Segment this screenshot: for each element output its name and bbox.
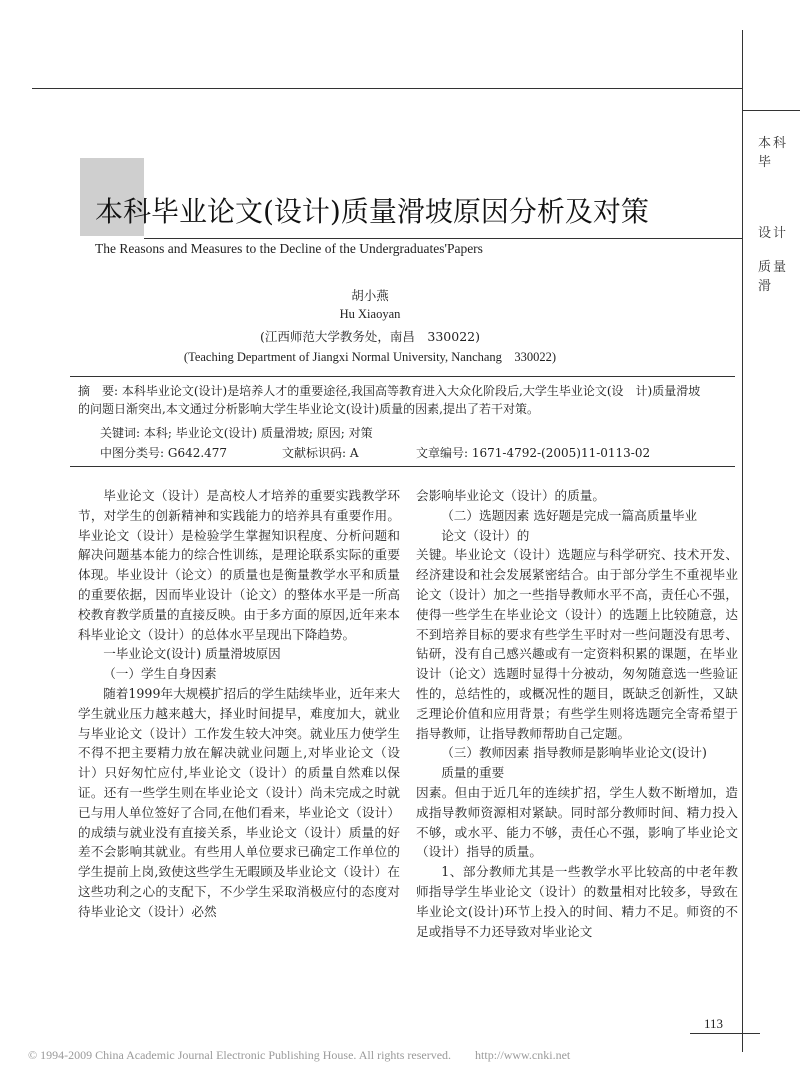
clc-number: 中图分类号: G642.477 <box>100 446 228 460</box>
paper-title: 本科毕业论文(设计)质量滑坡原因分析及对策 <box>95 195 649 228</box>
side-label-3: 质量滑 <box>758 260 789 294</box>
subsection-heading-student: （一）学生自身因素 <box>103 666 217 682</box>
author-cn: 胡小燕 <box>351 288 389 303</box>
intro-paragraph: 毕业论文（设计）是高校人才培养的重要实践教学环节，对学生的创新精神和实践能力的培养具有重要作用。毕业论文（设计）是检验学生掌握知识程度、分析问题和解决问题基本能力的综合性训练，是理论联系实际的重要体现。毕业设计（论文）的质量也是衡量教学水平和质量的重要依据，因而毕业设计（论文）的整体水平是一所高校教育教学质量的直接反映。由于多方面的原因,近年来本科毕业论文（设计）的总体水平呈现出下降趋势。 <box>78 488 400 642</box>
subsection-heading-teacher: （三）教师因素 指导教师是影响毕业论文(设计) <box>441 745 707 761</box>
article-number: 文章编号: 1671-4792-(2005)11-0113-02 <box>416 446 651 460</box>
author-en: Hu Xiaoyan <box>339 307 401 321</box>
affiliation-cn: (江西师范大学教务处，南昌 330022) <box>260 329 480 344</box>
section-heading-1: 一毕业论文(设计) 质量滑坡原因 <box>103 646 281 662</box>
keywords: 关键词: 本科; 毕业论文(设计) 质量滑坡; 原因; 对策 <box>100 426 373 440</box>
subsection-heading-teacher-cont: 质量的重要 <box>441 765 505 781</box>
abstract-line-2: 的问题日渐突出,本文通过分析影响大学生毕业论文(设计)质量的因素,提出了若干对策。 <box>78 402 539 416</box>
side-label-1: 本科毕 <box>758 136 789 170</box>
abstract-line-1: 摘 要: 本科毕业论文(设计)是培养人才的重要途径,我国高等教育进入大众化阶段后,大学生毕业论文(设 计)质量滑坡 <box>78 384 701 398</box>
right-column <box>416 486 738 941</box>
teacher-factor-paragraph: 因素。但由于近几年的连续扩招，学生人数不断增加，造成指导教师资源相对紧缺。同时部分教师时间、精力投入不够，或水平、能力不够，责任心不强，影响了毕业论文（设计）指导的质量。 <box>416 784 738 860</box>
affiliation-en: (Teaching Department of Jiangxi Normal University, Nanchang 330022) <box>183 350 557 364</box>
top-rule <box>32 88 742 89</box>
teacher-point-1: 1、部分教师尤其是一些教学水平比较高的中老年教师指导学生毕业论文（设计）的数量相对比较多，导致在毕业论文(设计)环节上投入的时间、精力不足。师资的不足或指导不力还导致对毕业论文 <box>416 864 738 939</box>
title-underline <box>144 238 742 239</box>
abstract-bottom-rule <box>70 466 735 467</box>
subsection-heading-topic: （二）选题因素 选好题是完成一篇高质量毕业 <box>441 507 698 523</box>
paper-subtitle: The Reasons and Measures to the Decline of the Undergraduates'Papers <box>95 241 483 256</box>
student-factor-paragraph: 随着1999年大规模扩招后的学生陆续毕业，近年来大学生就业压力越来越大，择业时间提早，难度加大，就业与毕业论文（设计）工作发生较大冲突。就业压力使学生不得不把主要精力放在解决就业问题上,对毕业论文（设计）只好匆忙应付,毕业论文（设计）的质量自然难以保证。还有一些学生则在毕业论文（设计）尚未完成之时就已与用人单位签好了合同,在他们看来，毕业论文（设计）的成绩与就业没有直接关系，毕业论文（设计）质量的好差不会影响其就业。有些用人单位要求已确定工作单位的学生提前上岗,致使这些学生无暇顾及毕业论文（设计）在这些功利之心的支配下，不少学生采取消极应付的态度对待毕业论文（设计）必然 <box>78 685 400 919</box>
document-code: 文献标识码: A <box>282 446 359 460</box>
page-number-rule <box>690 1033 760 1034</box>
side-label-2: 设计 <box>758 226 789 241</box>
left-column <box>78 486 400 922</box>
copyright-footer: © 1994-2009 China Academic Journal Electronic Publishing House. All rights reserved. http://www.cnki.net <box>28 1048 571 1062</box>
topic-factor-paragraph: 关键。毕业论文（设计）选题应与科学研究、技术开发、经济建设和社会发展紧密结合。由于部分学生不重视毕业论文（设计）加之一些指导教师水平不高，责任心不强，使得一些学生在毕业论文（设计）的选题上比较随意，达不到培养目标的要求有些学生平时对一些问题没有思考、钻研，没有自己感兴趣或有一定资料积累的课题，在毕业设计（论文）选题时显得十分被动，匆匆随意选一些验证性的，总结性的，或概况性的题目，既缺乏创新性，又缺乏理论价值和应用背景；有些学生则将选题完全寄希望于指导教师，让指导教师帮助自己定题。 <box>416 547 738 741</box>
right-vertical-rule <box>742 30 743 1052</box>
continued-paragraph: 会影响毕业论文（设计）的质量。 <box>416 488 605 503</box>
abstract-top-rule <box>70 376 735 377</box>
page-number: 113 <box>704 1016 724 1031</box>
subsection-heading-topic-cont: 论文（设计）的 <box>441 527 530 543</box>
right-tick-rule <box>742 110 800 111</box>
